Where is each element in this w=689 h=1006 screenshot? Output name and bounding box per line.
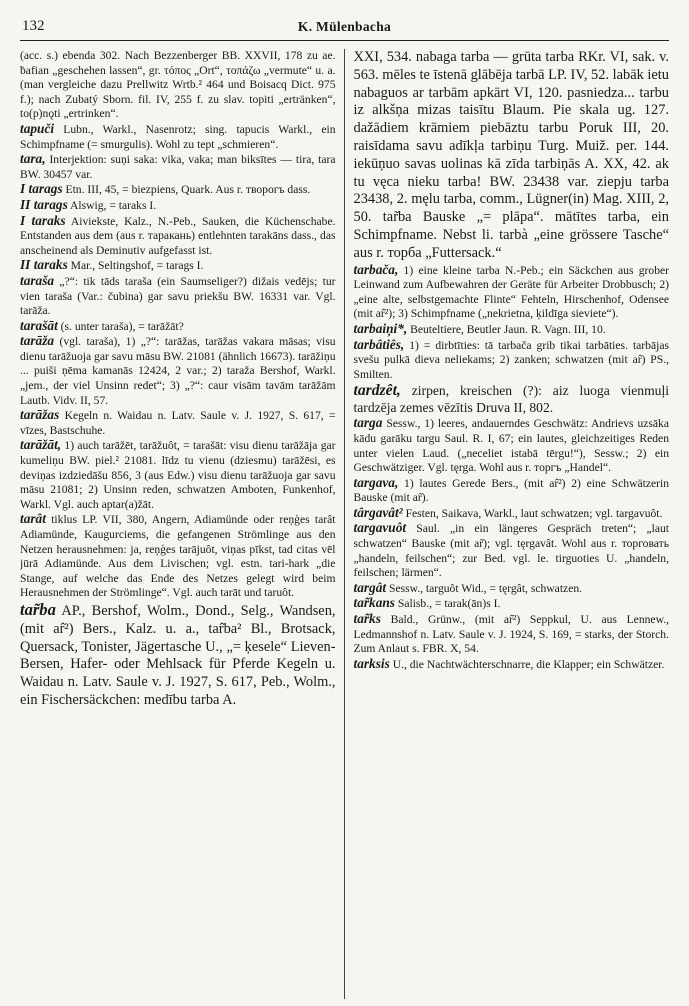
entry-text: Sessw., 1) leeres, andauerndes Geschwätz: Andrievs uzsāka kādu garāku targu Saul. R. I, 67; ein lautes, gleichzeitiges Reden unter vielen Laud. („neceliet istabā tērgu!“), Sessw.; 2) ein Geschwätziger. Vgl. tęrga. Wohl aus r. торгъ „Handel“.	[353, 417, 669, 475]
dictionary-entry	[20, 512, 336, 601]
dictionary-entry	[354, 596, 670, 612]
dictionary-entry	[20, 49, 336, 122]
dictionary-entry	[354, 49, 670, 263]
entry-headword: tar̃ks	[353, 611, 381, 627]
dictionary-entry	[20, 274, 336, 319]
entry-text: Bald., Grünw., (mit ar̂²) Seppkul, U. aus Lennew., Ledmannshof n. Latv. Saule v. J. 1924, S. 169, = starks, der Storch. Zum Anlaut s. FBR. X, 54.	[353, 613, 669, 656]
entry-text: Festen, Saikava, Warkl., laut schwatzen; vgl. targavuôt.	[402, 506, 663, 520]
entry-text: XXI, 534. nabaga tarba — grūta tarba RKr. VI, sak. v. 563. mēles te īstenā glābēja tarbā LP. IV, 52. labāk ietu nabaguos ar tarbām apkārt VI, 120. pasniedza... tarbu iz alkšņa mizas taisītu Blaum. Pie skala ug. 127. dažādiem krāmiem piebāztu tarbu Poruk III, 20. raisīdama savu adīkļa tarbiņu Turg. Muiž. per. 144. iekūņuo savas uolinas kā zīda tarbiņās A. XX, 42. ak tu vęca nieku tarba! BW. 23438 var. ziepju tarba 23438, 2. męlu tarba, comm., Lügner(in) Mag. XIII, 2, 50. tar̃ba Bauske „= plāpa“. mātītes tarba, ein Schimpfname. Nebst li. tarbà „eine grössere Tasche“ aus r. торба „Futtersack.“	[353, 49, 669, 261]
entry-headword: târgavât²	[353, 504, 403, 520]
entry-text: Etn. III, 45, = biezpiens, Quark. Aus r. творогъ dass.	[62, 183, 311, 197]
entry-text: Alswig, = taraks I.	[67, 198, 157, 212]
entry-headword: tarksis	[353, 655, 390, 671]
entry-headword: tapuči	[20, 120, 55, 136]
entry-headword: I taraks	[20, 212, 66, 228]
entry-text: Lubn., Warkl., Nasenrotz; sing. tapucis Warkl., ein Schimpfname (= smurgulis). Wohl zu tept „schmieren“.	[20, 122, 336, 151]
entry-text: (vgl. taraša), 1) „?“: tarāžas, tarāžas vakara māsas; visu dienu tarāžuoja gar savu māsu BW. 21081 (ähnlich 16673). tarāžiņu ... puiši ņēma kamanās 12424, 2 var.; 2) taraža Bershof, Warkl. „jem., der viel Unsinn redet“; 3) „?“: caur visām tavām tarāžām Lautb. Vidv. II, 57.	[20, 335, 336, 407]
dictionary-entry	[20, 214, 336, 259]
entry-text: Interjektion: suņi saka: vika, vaka; man biksītes — tira, tara BW. 30457 var.	[20, 153, 336, 181]
entry-headword: tarašāt	[20, 317, 58, 333]
entry-headword: targavuôt	[353, 520, 407, 536]
entry-text: AP., Bershof, Wolm., Dond., Selg., Wandsen, (mit ar̂²) Bers., Kalz. u. a., tar̂ba² Bl., Brotsack, Quersack, Tonister, Jägertasche U., „= ķesele“ Lieven-Bersen, Hafer- oder Mehlsack für Pferde Kegeln u. Waidau n. Latv. Saule v. J. 1927, S. 617, Peb., Wolm., ein Fischersäckchen: medību tarba A.	[20, 602, 336, 708]
dictionary-entry	[354, 263, 670, 322]
entry-headword: tardzêt,	[353, 382, 401, 400]
dictionary-entry	[354, 416, 670, 475]
dictionary-entry	[20, 122, 336, 152]
left-column	[20, 49, 345, 999]
dictionary-entry	[20, 334, 336, 408]
entry-text: Beuteltiere, Beutler Jaun. R. Vagn. III, 10.	[407, 322, 606, 336]
entry-text: 1) lautes Gerede Bers., (mit ar̂²) 2) eine Schwätzerin Bauske (mit ar̃).	[353, 476, 669, 505]
page-number: 132	[22, 18, 45, 34]
dictionary-entry	[354, 338, 670, 383]
entry-text: „?“: tik tāds taraša (ein Saumseliger?) dižais vedējs; tur vien taraša (Var.: čubina) gar savu priekšu BW. 16331 var. Vgl. tarāža.	[20, 274, 336, 318]
dictionary-entry	[20, 408, 336, 438]
entry-text: zirpen, kreischen (?): aiz luoga vienmuļi tardzēja zemes vēzītis Druva II, 802.	[353, 383, 669, 416]
entry-text: Mar., Seltingshof, = tarags I.	[67, 259, 204, 273]
entry-text: (s. unter taraša), = tarāžāt?	[57, 319, 184, 333]
entry-headword: tara,	[20, 151, 46, 167]
dictionary-entry	[354, 657, 670, 673]
entry-headword: tar̃ba	[20, 599, 56, 619]
entry-headword: taraša	[20, 272, 55, 288]
entry-headword: tarât	[20, 511, 46, 527]
dictionary-entry	[20, 258, 336, 274]
entry-headword: tarbâtiês,	[353, 336, 405, 352]
entry-headword: targât	[353, 579, 387, 595]
entry-headword: tarbaiņi*,	[353, 320, 408, 336]
entry-headword: tarāžāt,	[20, 437, 62, 453]
dictionary-entry	[354, 521, 670, 580]
dictionary-entry	[354, 506, 670, 522]
entry-text: Saul. „in ein längeres Gespräch treten“; „laut schwatzen“ Bauske (mit ar̃); vgl. tęrgavât. Wohl aus r. торговать „handeln, feilschen“; zur Bed. vgl. le. tirguoties U. „handeln, feilschen; lärmen“.	[353, 522, 669, 580]
entry-headword: tar̃kans	[353, 595, 395, 611]
entry-text: tiklus LP. VII, 380, Angern, Adiamünde oder reņģes tarât Adiamünde, Kaugurciems, die gefangenen Strömlinge aus den Netzen herausnehmen: ja, reņģes tarājuôt, viņas pīkst, tad citas vēl jūrā Adiamünde. Aus dem Livischen; vgl. estn. tari-hark „die Stange, auf welche das Ende des Netzes gelegt wird beim Herausnehmen der Strömlinge“. Vgl. auch tarāt und taruôt.	[20, 513, 336, 600]
dictionary-entry	[20, 182, 336, 198]
entry-headword: targava,	[353, 474, 399, 490]
entry-text: 1) eine kleine tarba N.-Peb.; ein Säckchen aus grober Leinwand zum Aufbewahren der Geräte für Arbeiter Drobbusch; 2) „eine alte, selbstgemachte Flinte“ Fehteln, Hirschenhof, Odensee (mit ar̂²); 3) Schimpfname („nekrietna, ķildīga sieviete“).	[353, 263, 669, 321]
entry-text: Sessw., targuôt Wid., = tęrgât, schwatzen.	[386, 581, 583, 595]
entry-text: 1) = dirbtīties: tā tarbača grib tikai tarbāties. tarbājas svešu pulkā dieva neliekams; 2) zanken; schwatzen (mit ar̂) PS., Smilten.	[353, 338, 669, 381]
dictionary-entry	[20, 601, 336, 710]
entry-headword: II taraks	[20, 257, 68, 273]
entry-text: U., die Nachtwächterschnarre, die Klapper; ein Schwätzer.	[389, 657, 665, 671]
dictionary-entry	[20, 438, 336, 512]
entry-text: (acc. s.) ebenda 302. Nach Bezzenberger BB. XXVII, 178 zu ae. ḃafian „geschehen lassen“, gr. τόπος „Ort“, τοπάζω „vermute“ u. a. (man vergleiche dazu Prellwitz Wrtb.² 464 und Boisacq Dict. 975 f.); nach Zubatý Sborn. fil. IV, 255 f. zu slav. topiti „ertränken“, to(p)nǫti „ertrinken“.	[20, 49, 336, 121]
running-head: K. Mülenbacha	[297, 19, 392, 34]
dictionary-entry	[20, 198, 336, 214]
entry-headword: II tarags	[20, 196, 68, 212]
dictionary-entry	[354, 382, 670, 416]
entry-headword: tarbača,	[353, 261, 399, 277]
entry-text: Aiviekste, Kalz., N.-Peb., Sauken, die Küchenschabe. Entstanden aus dem (aus r. таракань) entlehnten tarakāns dass., das anscheinend als Deminutiv aufgefasst ist.	[20, 214, 336, 257]
entry-headword: I tarags	[20, 181, 63, 197]
dictionary-entry	[354, 581, 670, 597]
entry-text: 1) auch tarāžēt, tarāžuôt, = tarašāt: visu dienu tarāžāja gar kumeliņu BW. piel.² 21081. līdz tu vienu (dziesmu) tarāžēsi, es deviņas izdziedāšu 856, 3 (aus Edw.) visu dienu tarāžuoja gar savu māsu 21081; 2) Unsinn reden, schwatzen Amboten, Funkenhof, Warkl. Vgl. auch aptar(a)žāt.	[20, 439, 336, 511]
right-column	[345, 49, 670, 999]
page-header	[20, 14, 669, 41]
entry-text: Salisb., = tarak(ān)s I.	[394, 597, 501, 611]
entry-headword: targa	[353, 415, 383, 431]
dictionary-entry	[20, 152, 336, 182]
dictionary-entry	[20, 319, 336, 335]
text-columns	[20, 49, 669, 999]
entry-text: Kegeln n. Waidau n. Latv. Saule v. J. 1927, S. 617, = vīzes, Bastschuhe.	[20, 409, 336, 437]
dictionary-entry	[354, 322, 670, 338]
dictionary-entry	[354, 612, 670, 657]
entry-headword: tarāža	[20, 333, 55, 349]
dictionary-entry	[354, 476, 670, 506]
entry-headword: tarāžas	[20, 407, 60, 423]
